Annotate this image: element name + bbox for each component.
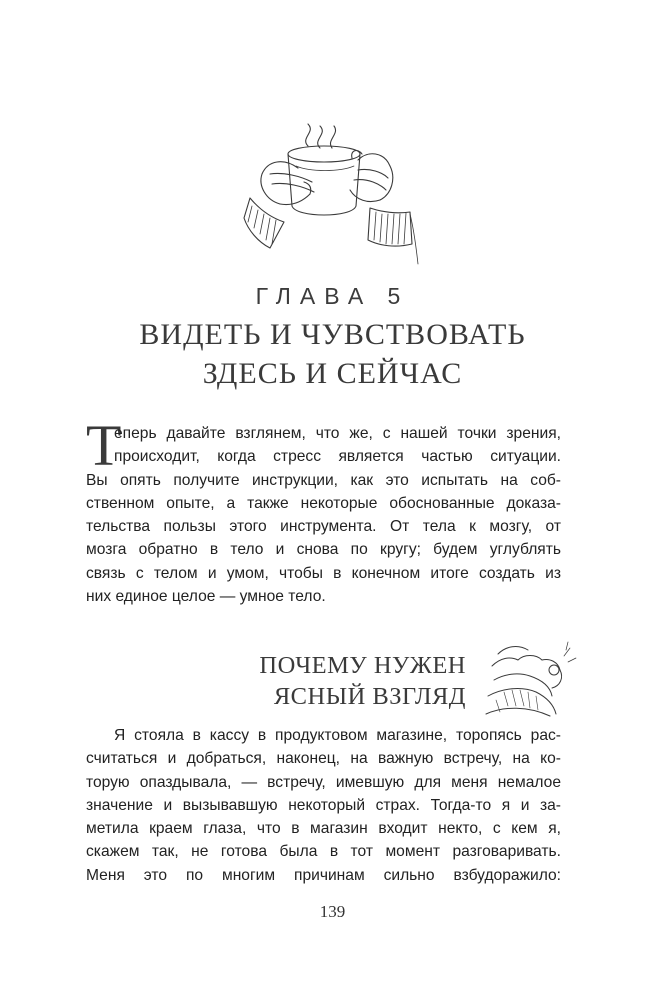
- paragraph-story: [86, 724, 561, 887]
- text-line: тельства пользы этого инструмента. От тела к мозгу, от: [86, 518, 561, 536]
- text-line: связь с телом и умом, чтобы в конечном итоге создать из: [86, 564, 561, 582]
- section-title-line: ЯСНЫЙ ВЗГЛЯД: [273, 683, 466, 710]
- text-line: торую опаздывала, — встречу, имевшую для меня немалое: [86, 773, 561, 791]
- chapter-title-line: ВИДЕТЬ И ЧУВСТВОВАТЬ: [139, 318, 526, 351]
- text-line: мозга обратно в тело и снова по кругу; будем углублять: [86, 541, 561, 559]
- hand-mudra-illustration: [484, 636, 580, 720]
- chapter-title: [0, 315, 665, 393]
- chapter-title-line: ЗДЕСЬ И СЕЙЧАС: [202, 357, 463, 390]
- text-line: происходит, когда стресс является частью ситуации.: [114, 448, 561, 466]
- text-line: Вы опять получите инструкции, как это испытать на соб-: [86, 471, 561, 489]
- text-line: метила краем глаза, что в магазин входит некто, с кем я,: [86, 820, 561, 838]
- chapter-label: ГЛАВА 5: [255, 283, 410, 309]
- text-line: них единое целое — умное тело.: [86, 588, 326, 606]
- text-line: еперь давайте взглянем, что же, с нашей точки зрения,: [114, 425, 561, 442]
- text-line: считаться и добраться, наконец, на важную встречу, на ко-: [86, 750, 561, 768]
- page-number: 139: [319, 902, 346, 921]
- text-line: Я стояла в кассу в продуктовом магазине, торопясь рас-: [114, 727, 561, 744]
- text-line: ственном опыте, а также некоторые обоснованные доказа-: [86, 494, 561, 512]
- text-line: значение и вызывавшую некоторый страх. Тогда-то я и за-: [86, 796, 561, 814]
- paragraph-intro: [86, 413, 561, 608]
- hands-holding-cup-illustration: [240, 118, 420, 268]
- text-line: Меня это по многим причинам сильно взбудоражило:: [86, 866, 561, 884]
- text-line: скажем так, не готова была в тот момент разговаривать.: [86, 843, 561, 861]
- section-title: [230, 650, 466, 712]
- section-title-line: ПОЧЕМУ НУЖЕН: [259, 652, 466, 679]
- drop-cap: Т: [86, 413, 122, 478]
